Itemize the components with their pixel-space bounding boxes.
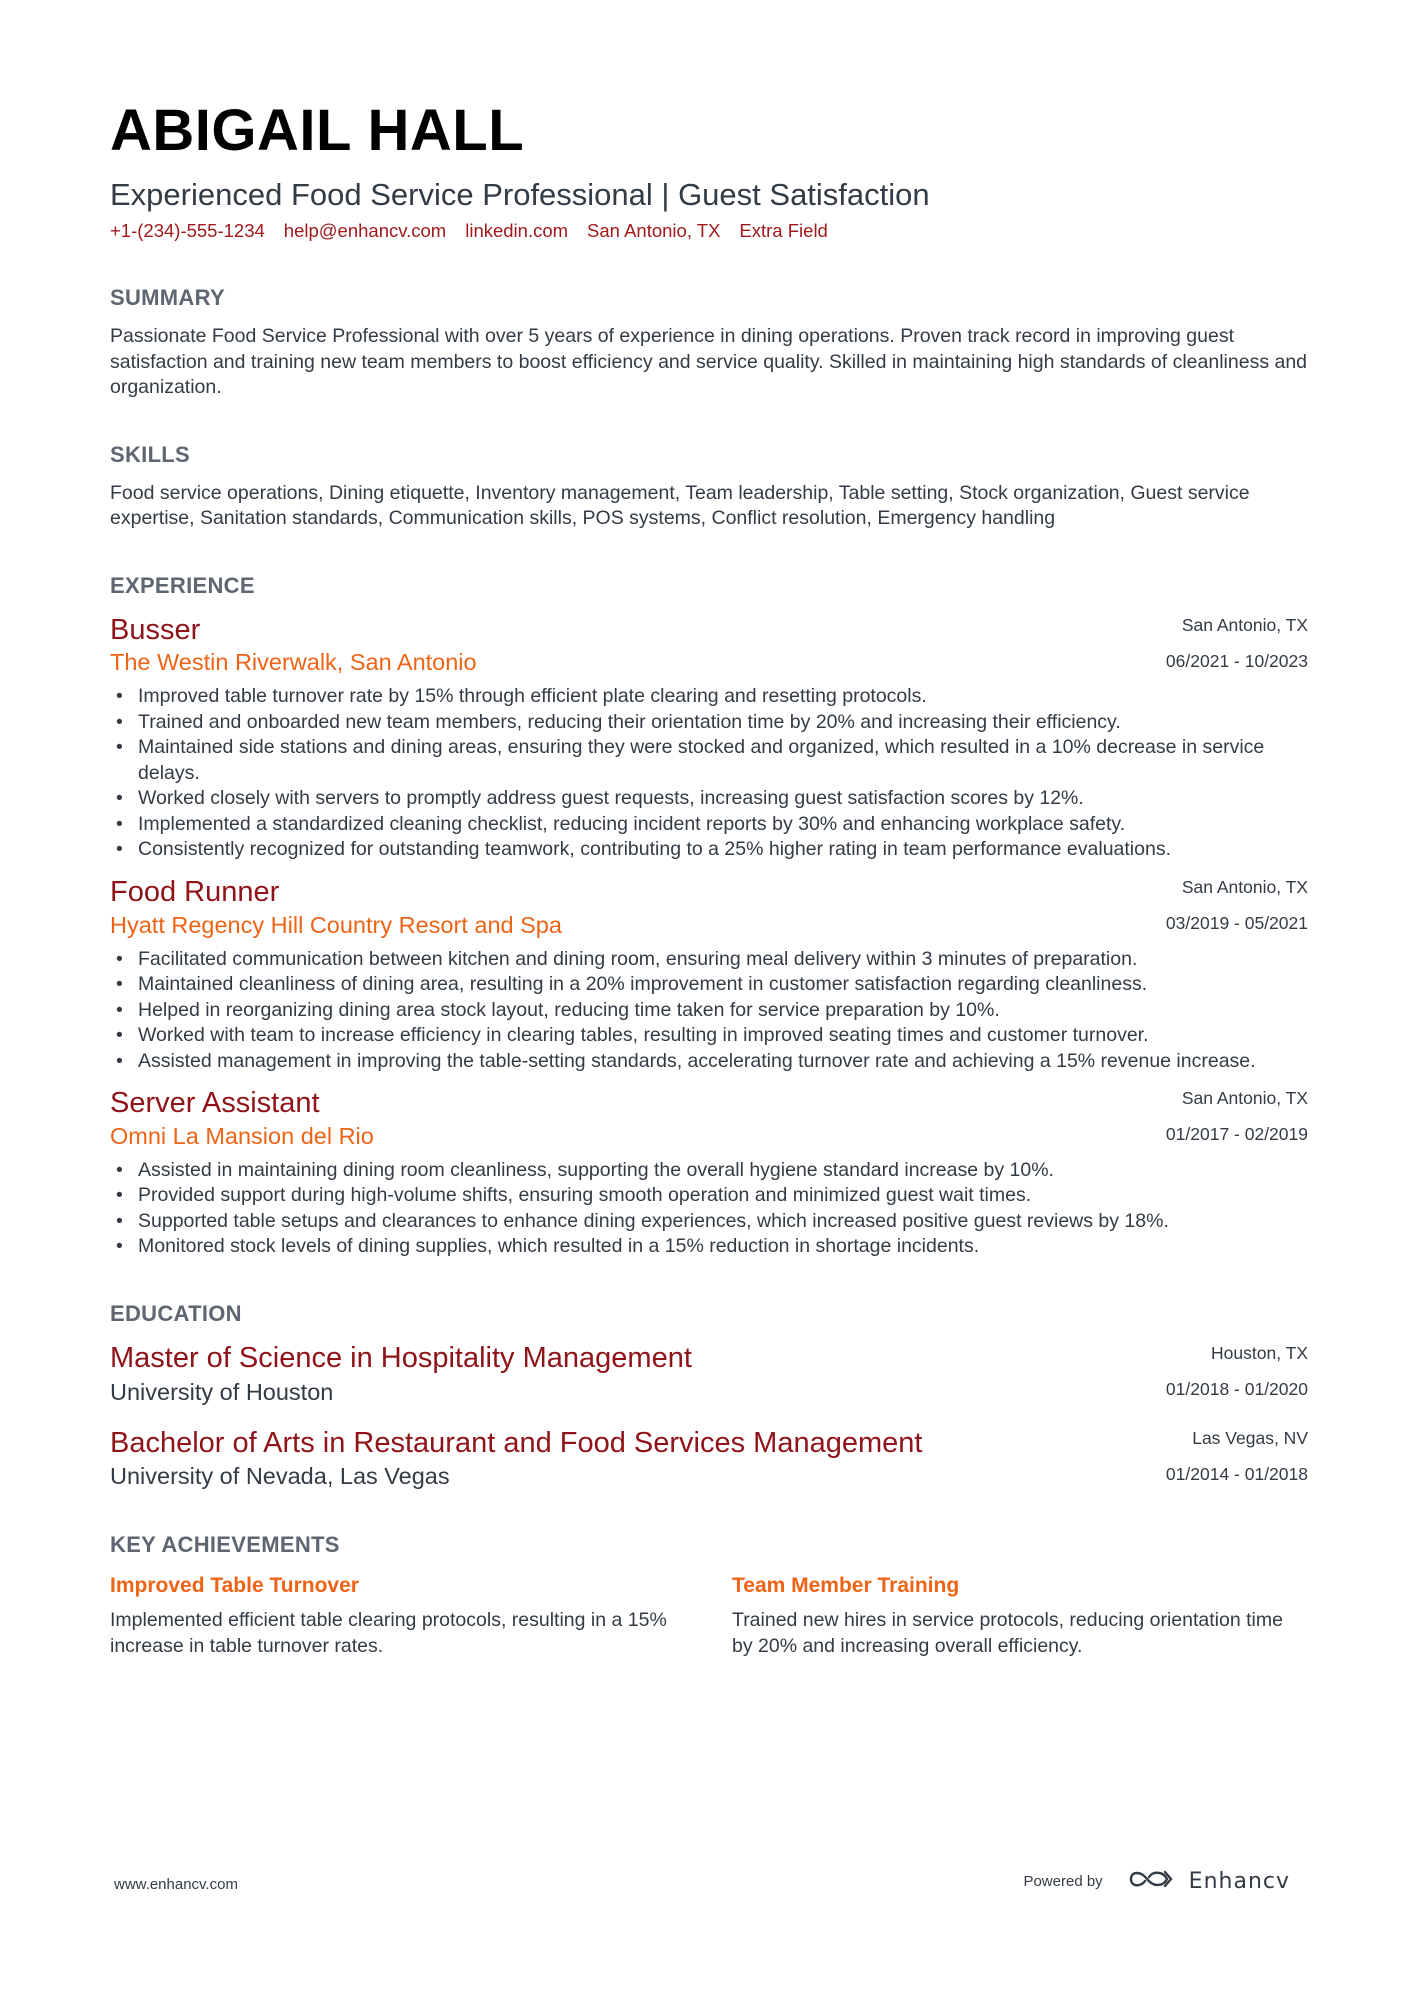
experience-role: Server Assistant <box>110 1087 320 1120</box>
section-title-skills: SKILLS <box>110 441 191 467</box>
experience-company: Hyatt Regency Hill Country Resort and Spa <box>110 911 562 938</box>
experience-bullets <box>110 684 1308 863</box>
education-location: Las Vegas, NV <box>1192 1427 1308 1448</box>
experience-entry <box>110 615 1308 863</box>
resume-content <box>110 88 1308 1659</box>
experience-role: Food Runner <box>110 875 280 908</box>
skills-section <box>110 442 1308 532</box>
experience-location: San Antonio, TX <box>1181 876 1308 897</box>
achievement-description: Trained new hires in service protocols, reducing orientation time by 20% and increasing overall efficiency. <box>732 1609 1283 1658</box>
experience-dates: 01/2017 - 02/2019 <box>1165 1124 1308 1145</box>
experience-location: San Antonio, TX <box>1181 1088 1308 1109</box>
experience-bullet: • Worked with team to increase efficiency in clearing tables, resulting in improved seating times and customer turnover. <box>110 1023 1308 1049</box>
achievements-section <box>110 1532 1308 1659</box>
brand-name[interactable]: Enhancv <box>1188 1869 1290 1894</box>
footer-branding <box>1023 1866 1290 1897</box>
experience-bullet: • Provided support during high-volume shifts, ensuring smooth operation and minimized guest wait times. <box>110 1183 1308 1209</box>
experience-bullets <box>110 1158 1308 1260</box>
candidate-headline: Experienced Food Service Professional | Guest Satisfaction <box>110 177 930 212</box>
candidate-name: ABIGAIL HALL <box>110 98 525 163</box>
contact-extra-field: Extra Field <box>739 220 828 242</box>
experience-bullet: • Maintained side stations and dining areas, ensuring they were stocked and organized, which resulted in a 10% decrease in service delays. <box>110 735 1308 786</box>
experience-entry <box>110 1088 1308 1260</box>
experience-bullet: • Improved table turnover rate by 15% through efficient plate clearing and resetting protocols. <box>110 684 1308 710</box>
education-entry <box>110 1343 1308 1406</box>
experience-bullet: • Implemented a standardized cleaning checklist, reducing incident reports by 30% and enhancing workplace safety. <box>110 812 1308 838</box>
experience-bullets <box>110 947 1308 1075</box>
experience-role: Busser <box>110 613 201 646</box>
experience-dates: 03/2019 - 05/2021 <box>1165 912 1308 933</box>
experience-bullet: • Supported table setups and clearances to enhance dining experiences, which increased positive guest reviews by 18%. <box>110 1209 1308 1235</box>
achievement-title: Improved Table Turnover <box>110 1574 359 1598</box>
achievement-card <box>732 1574 1292 1659</box>
experience-dates: 06/2021 - 10/2023 <box>1165 650 1308 671</box>
footer-site-link[interactable]: www.enhancv.com <box>114 1876 238 1893</box>
experience-company: The Westin Riverwalk, San Antonio <box>110 649 477 676</box>
contact-phone[interactable]: +1-(234)-555-1234 <box>110 220 265 242</box>
section-title-experience: EXPERIENCE <box>110 572 255 598</box>
contact-email[interactable]: help@enhancv.com <box>283 220 447 242</box>
summary-section <box>110 285 1308 401</box>
education-degree: Master of Science in Hospitality Management <box>110 1341 692 1374</box>
experience-bullet: • Assisted in maintaining dining room cleanliness, supporting the overall hygiene standard increase by 10%. <box>110 1158 1308 1184</box>
experience-section <box>110 573 1308 1260</box>
summary-text: Passionate Food Service Professional with over 5 years of experience in dining operations. Proven track record in improving guest satisfaction and training new team members to boost efficiency and service quality. Skilled in maintaining high standards of cleanliness and organization. <box>110 325 1308 399</box>
education-dates: 01/2014 - 01/2018 <box>1165 1463 1308 1484</box>
experience-bullet: • Maintained cleanliness of dining area, resulting in a 20% improvement in customer satisfaction regarding cleanliness. <box>110 972 1308 998</box>
experience-location: San Antonio, TX <box>1181 614 1308 635</box>
education-school: University of Houston <box>110 1378 334 1405</box>
education-dates: 01/2018 - 01/2020 <box>1165 1378 1308 1399</box>
contact-bar <box>110 220 1308 242</box>
contact-linkedin[interactable]: linkedin.com <box>465 220 569 242</box>
education-entry <box>110 1428 1308 1491</box>
experience-entry <box>110 877 1308 1074</box>
experience-company: Omni La Mansion del Rio <box>110 1122 374 1149</box>
education-school: University of Nevada, Las Vegas <box>110 1463 450 1490</box>
powered-by-label: Powered by <box>1023 1873 1103 1890</box>
achievement-card <box>110 1574 670 1659</box>
experience-bullet: • Worked closely with servers to promptly address guest requests, increasing guest satisfaction scores by 12%. <box>110 786 1308 812</box>
achievement-title: Team Member Training <box>732 1574 960 1598</box>
experience-bullet: • Facilitated communication between kitchen and dining room, ensuring meal delivery within 3 minutes of preparation. <box>110 947 1308 973</box>
education-degree: Bachelor of Arts in Restaurant and Food Services Management <box>110 1426 923 1459</box>
skills-text: Food service operations, Dining etiquette, Inventory management, Team leadership, Table setting, Stock organization, Guest service expertise, Sanitation standards, Communication skills, POS systems, Conflict resolution, Emergency handling <box>110 481 1250 530</box>
experience-bullet: • Helped in reorganizing dining area stock layout, reducing time taken for service preparation by 10%. <box>110 998 1308 1024</box>
section-title-achievements: KEY ACHIEVEMENTS <box>110 1532 340 1558</box>
experience-bullet: • Assisted management in improving the table-setting standards, accelerating turnover rate and achieving a 15% revenue increase. <box>110 1049 1308 1075</box>
section-title-summary: SUMMARY <box>110 285 225 311</box>
experience-bullet: • Consistently recognized for outstanding teamwork, contributing to a 25% higher rating in team performance evaluations. <box>110 837 1308 863</box>
enhancv-logo-icon <box>1127 1866 1175 1897</box>
experience-bullet: • Trained and onboarded new team members, reducing their orientation time by 20% and increasing their efficiency. <box>110 710 1308 736</box>
section-title-education: EDUCATION <box>110 1300 242 1326</box>
contact-location: San Antonio, TX <box>587 220 721 242</box>
education-location: Houston, TX <box>1211 1342 1308 1363</box>
education-section <box>110 1301 1308 1490</box>
achievement-description: Implemented efficient table clearing protocols, resulting in a 15% increase in table turnover rates. <box>110 1609 667 1658</box>
experience-bullet: • Monitored stock levels of dining supplies, which resulted in a 15% reduction in shortage incidents. <box>110 1234 1308 1260</box>
achievements-grid <box>110 1574 1308 1659</box>
